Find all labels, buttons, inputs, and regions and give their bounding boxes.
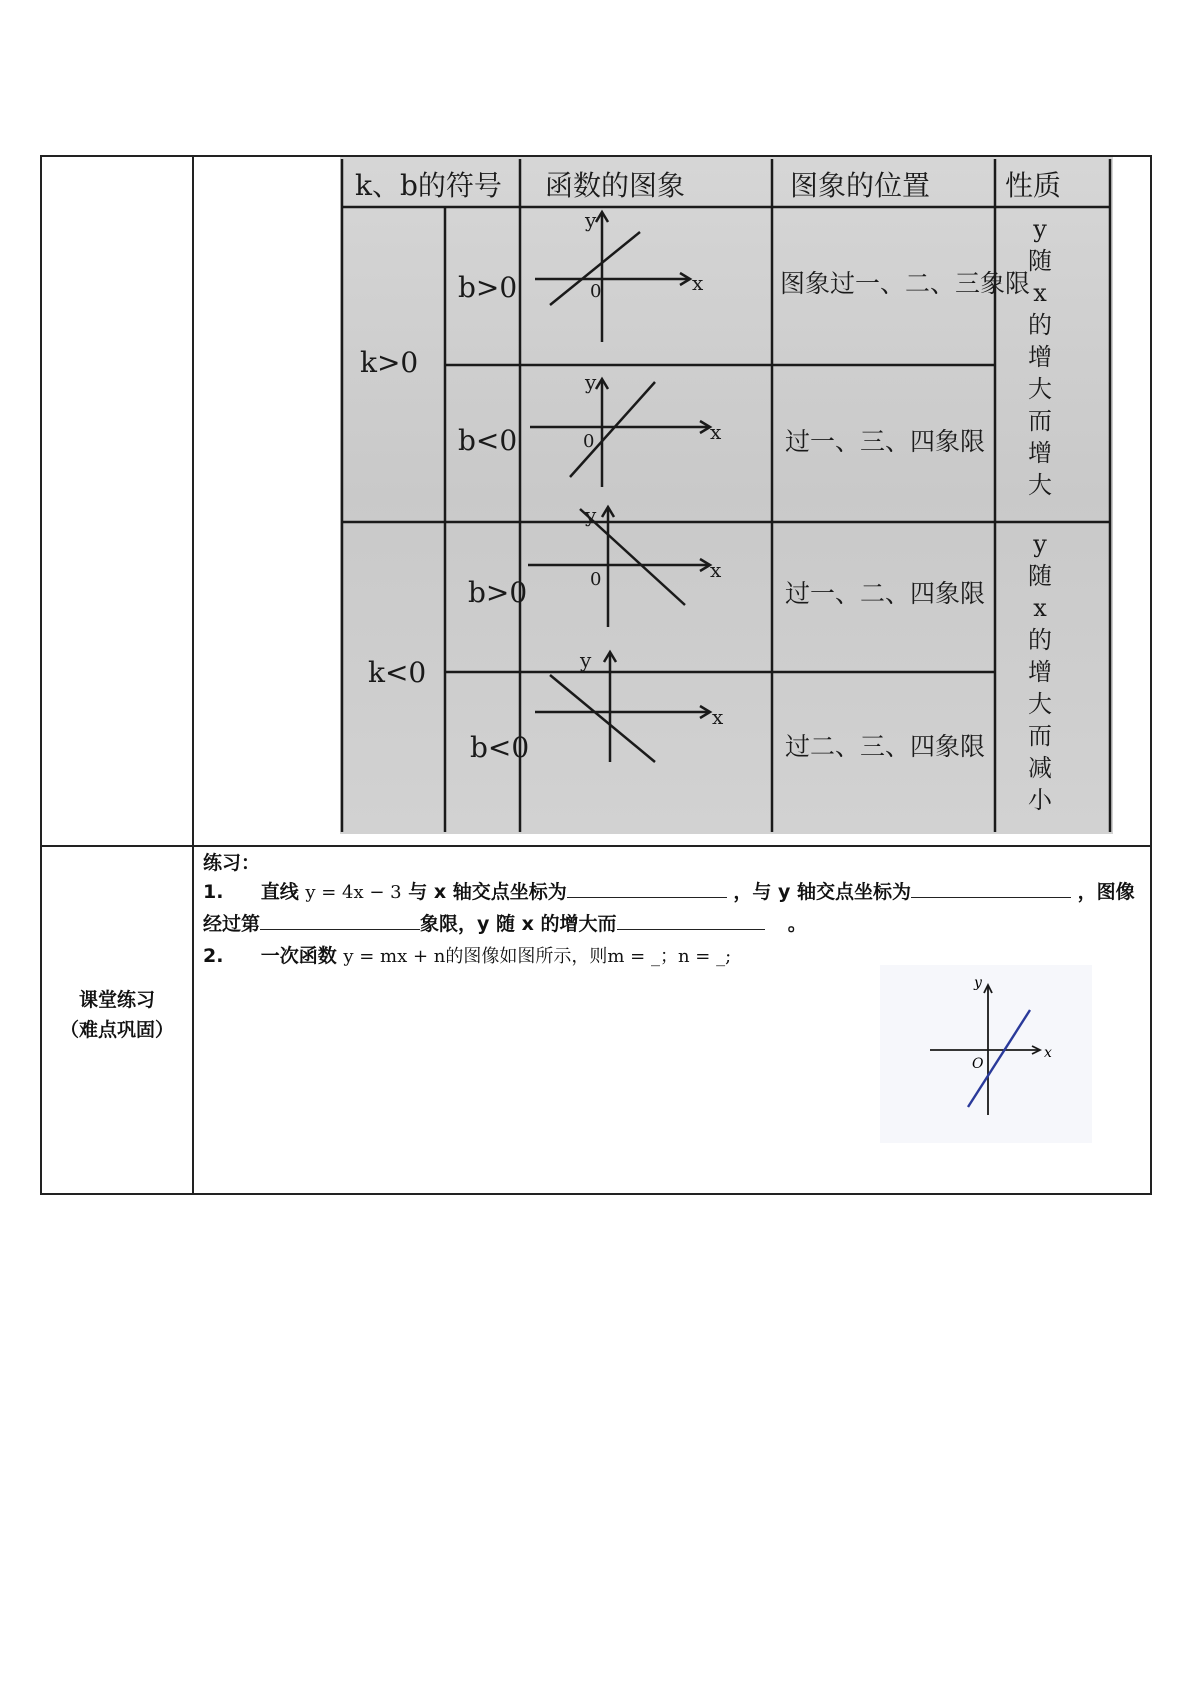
sketch-x-label: x — [710, 558, 722, 582]
question-2-number: 2. — [203, 945, 224, 967]
prop-neg-char: 增 — [1028, 658, 1052, 686]
prop-neg-char: 减 — [1028, 754, 1052, 782]
prop-pos-char: 大 — [1028, 375, 1052, 403]
header-function-graph: 函数的图象 — [545, 169, 686, 202]
answer-blank-trend[interactable] — [617, 909, 765, 930]
sketch-graph-1 — [535, 212, 690, 342]
prop-pos-char: 随 — [1028, 247, 1052, 275]
prop-neg-char: 的 — [1028, 626, 1052, 654]
position-text-2: 过一、三、四象限 — [785, 427, 986, 456]
question-1-text-a: 直线 — [260, 881, 299, 903]
question-2-equation: y = mx + n — [343, 946, 446, 967]
table-row-divider — [40, 845, 1152, 847]
header-kb-sign: k、b的符号 — [355, 169, 502, 202]
question-1-line-2 — [203, 909, 1143, 939]
linear-function-graph-svg — [880, 965, 1092, 1143]
sketch-y-label: y — [585, 503, 597, 527]
b-label-4: b<0 — [470, 731, 530, 764]
header-graph-position: 图象的位置 — [790, 169, 931, 202]
row-label — [42, 985, 192, 1045]
prop-pos-char: x — [1033, 279, 1047, 307]
sketch-y-label: y — [585, 208, 597, 232]
answer-blank-x-intercept[interactable] — [567, 877, 727, 898]
sketch-x-label: x — [710, 420, 722, 444]
prop-pos-char: 增 — [1028, 439, 1052, 467]
property-k-negative — [1028, 530, 1053, 814]
prop-pos-char: y — [1033, 215, 1047, 243]
prop-neg-char: 小 — [1028, 786, 1052, 814]
question-2-text-a: 一次函数 — [260, 945, 337, 967]
position-text-3: 过一、二、四象限 — [785, 579, 986, 608]
question-2-text-b: 的图像如图所示，则m = _；n = _; — [445, 946, 732, 967]
sketch-x-label: x — [712, 705, 724, 729]
question-1-text-g: 。 — [787, 913, 807, 935]
k-negative-label: k<0 — [368, 656, 427, 689]
handwritten-table-drawing — [340, 157, 1113, 834]
position-text-1: 图象过一、二、三象限 — [780, 269, 1031, 298]
prop-neg-char: 而 — [1028, 722, 1052, 750]
prop-pos-char: 增 — [1028, 343, 1052, 371]
header-property: 性质 — [1005, 169, 1062, 202]
sketch-origin: 0 — [583, 431, 595, 452]
graph-x-label: x — [1044, 1045, 1052, 1061]
sketch-graph-4 — [535, 652, 710, 762]
handwritten-table-photo — [340, 157, 1113, 834]
question-1-text-f: 象限，y 随 x 的增大而 — [420, 913, 617, 935]
property-k-positive — [1028, 215, 1052, 499]
row-label-line2: （难点巩固） — [59, 1019, 174, 1041]
b-label-3: b>0 — [468, 576, 528, 609]
sketch-y-label: y — [585, 370, 597, 394]
linear-function-graph — [880, 965, 1092, 1143]
exercise-title — [203, 848, 1143, 878]
row-label-line1: 课堂练习 — [78, 989, 155, 1011]
answer-blank-y-intercept[interactable] — [911, 877, 1071, 898]
position-text-4: 过二、三、四象限 — [785, 732, 986, 761]
graph-y-label: y — [974, 975, 982, 991]
question-1-text-c: ，与 y 轴交点坐标为 — [733, 881, 911, 903]
graph-origin-label: O — [972, 1056, 984, 1072]
prop-pos-char: 大 — [1028, 471, 1052, 499]
question-1-equation: y = 4x − 3 — [305, 882, 402, 903]
prop-pos-char: 的 — [1028, 311, 1052, 339]
prop-neg-char: y — [1033, 530, 1047, 558]
sketch-graph-3 — [528, 507, 710, 627]
question-1-text-e: 经过第 — [203, 913, 261, 935]
sketch-y-label: y — [580, 648, 592, 672]
table-column-divider — [192, 155, 194, 1195]
sketch-origin: 0 — [590, 569, 602, 590]
exercise-title-text: 练习： — [203, 852, 261, 874]
question-1-number: 1. — [203, 881, 224, 903]
prop-neg-char: 随 — [1028, 562, 1052, 590]
prop-neg-char: x — [1033, 594, 1047, 622]
sketch-graph-2 — [530, 379, 710, 487]
answer-blank-quadrants[interactable] — [260, 909, 420, 930]
b-label-2: b<0 — [458, 424, 518, 457]
question-1-line-1 — [203, 877, 1143, 908]
question-1-text-d: ，图像 — [1077, 881, 1135, 903]
prop-neg-char: 大 — [1028, 690, 1052, 718]
sketch-x-label: x — [692, 271, 704, 295]
k-positive-label: k>0 — [360, 346, 419, 379]
prop-pos-char: 而 — [1028, 407, 1052, 435]
question-1-text-b: 与 x 轴交点坐标为 — [408, 881, 567, 903]
sketch-origin: 0 — [590, 281, 602, 302]
b-label-1: b>0 — [458, 271, 518, 304]
